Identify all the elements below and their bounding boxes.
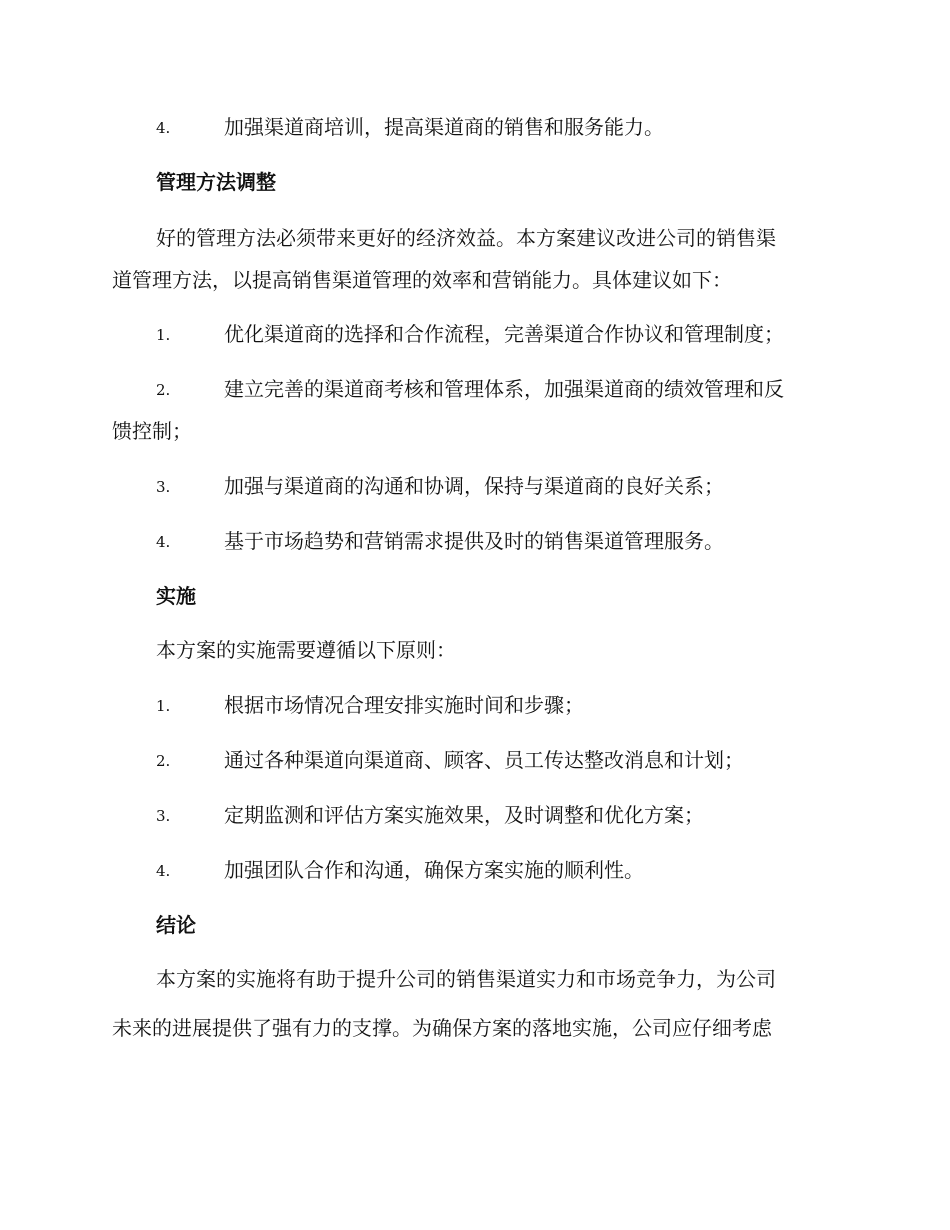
list-number: 1. (156, 697, 171, 715)
list-item-text: 根据市场情况合理安排实施时间和步骤； (224, 693, 584, 717)
list-item-text: 基于市场趋势和营销需求提供及时的销售渠道管理服务。 (224, 529, 724, 553)
section-heading-conclusion: 结论 (156, 913, 196, 937)
list-number: 4. (156, 119, 171, 137)
list-number: 3. (156, 807, 171, 825)
list-item-text: 加强渠道商培训，提高渠道商的销售和服务能力。 (224, 115, 664, 139)
list-item-text: 建立完善的渠道商考核和管理体系，加强渠道商的绩效管理和反 (224, 377, 784, 401)
list-item-text: 加强与渠道商的沟通和协调，保持与渠道商的良好关系； (224, 474, 724, 498)
list-item-text: 定期监测和评估方案实施效果，及时调整和优化方案； (224, 803, 704, 827)
list-item-text: 通过各种渠道向渠道商、顾客、员工传达整改消息和计划； (224, 748, 744, 772)
list-number: 4. (156, 862, 171, 880)
list-item-text: 优化渠道商的选择和合作流程，完善渠道合作协议和管理制度； (224, 322, 784, 346)
section-heading-management: 管理方法调整 (156, 170, 276, 194)
paragraph-line: 本方案的实施将有助于提升公司的销售渠道实力和市场竞争力，为公司 (156, 967, 776, 991)
paragraph-line: 道管理方法，以提高销售渠道管理的效率和营销能力。具体建议如下： (112, 268, 732, 292)
section-heading-implementation: 实施 (156, 584, 196, 608)
list-number: 1. (156, 326, 171, 344)
list-number: 2. (156, 752, 171, 770)
list-item-text: 加强团队合作和沟通，确保方案实施的顺利性。 (224, 858, 644, 882)
paragraph-line: 本方案的实施需要遵循以下原则： (156, 638, 456, 662)
list-item-text-continued: 馈控制； (112, 419, 192, 443)
list-number: 3. (156, 478, 171, 496)
paragraph-line: 好的管理方法必须带来更好的经济效益。本方案建议改进公司的销售渠 (156, 226, 776, 250)
paragraph-line: 未来的进展提供了强有力的支撑。为确保方案的落地实施，公司应仔细考虑 (112, 1016, 772, 1040)
list-number: 2. (156, 381, 171, 399)
list-number: 4. (156, 533, 171, 551)
